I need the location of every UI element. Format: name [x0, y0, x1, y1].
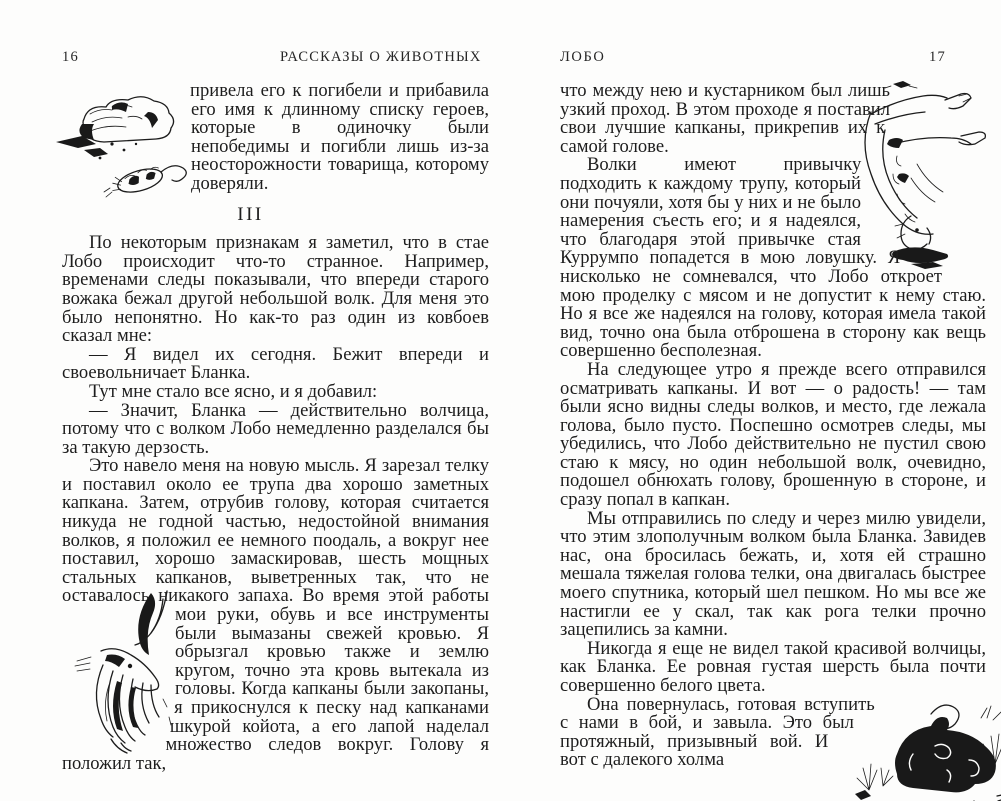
paragraph: Тут мне стало все ясно, и я добавил:: [89, 380, 378, 402]
running-title-left: РАССКАЗЫ О ЖИВОТНЫХ: [280, 49, 482, 65]
paragraph: Мы отправились по следу и через милю увидели, что этим злополучным волком была Бланка. Завидев нас, она бросилась бежать, и, хотя ей страшно мешала тяжелая голова телки, она двигалась быстрее моего спутника, который шел пешком. Но мы все же настигли ее у скал, так как рога телки прочно зацепились за камни.: [560, 507, 986, 641]
running-title-right: ЛОБО: [560, 49, 606, 65]
text-column-right: [560, 82, 986, 770]
paragraph-with-head-wrap: [560, 693, 986, 771]
paragraph: По некоторым признакам я заметил, что в стае Лобо происходит что-то странное. Например, временами следы показывали, что впереди старого вожака бежал другой небольшой волк. Для меня это было непонятно. Но как-то раз один из ковбоев сказал мне:: [62, 232, 489, 347]
paragraph-text: что между нею и кустарником был лишь узкий проход. В этом проходе я поставил свои лучшие капканы, прикрепив их к самой голове.: [560, 80, 890, 157]
running-head-left: [62, 49, 489, 66]
paragraph-dialogue: — Значит, Бланка — действительно волчица, потому что с волком Лобо немедленно разделался бы за такую дерзость.: [62, 399, 489, 458]
paragraph-dialogue: — Я видел их сегодня. Бежит впереди и своевольничает Бланка.: [62, 343, 489, 384]
stone-pile-and-dead-rat-illustration: [54, 84, 191, 198]
page-right: [560, 0, 986, 801]
page-number-right: 17: [929, 49, 946, 65]
section-heading: III: [237, 203, 264, 225]
paragraph: На следующее утро я прежде всего отправился осматривать капканы. И вот — о радость! — там были ясно видны следы волков, и место, где лежала голова, было пусто. Поспешно осмотрев следы, мы убедились, что Лобо действительно не пустил свою стаю к мясу, но один небольшой волк, очевидно, подошел обнюхать голову, брошенную в стороне, и сразу попал в капкан.: [560, 358, 986, 511]
page-number-left: 16: [62, 49, 79, 65]
paragraph-with-calf-wrap: [560, 82, 986, 156]
running-head-right: [560, 49, 986, 66]
paragraph: Никогда я еще не видел такой красивой волчицы, как Бланка. Ее ровная густая шерсть была почти совершенно белого цвета.: [560, 637, 986, 696]
paragraph-with-goat-wrap: [62, 457, 489, 773]
paragraph: Волки имеют привычку подходить к каждому трупу, который они почуяли, хотя бы у них и не было намерения съесть его; и я надеялся, что благодаря этой привычке стая Куррумпо попадется в мою ловушку. Я нисколько не сомневался, что Лобо откроет мою проделку с мясом и не допустит к нему стаю. Но я все же надеялся на голову, которая имела такой вид, точно она была отброшена в сторону как вещь совершенно бесполезная.: [560, 154, 986, 362]
paragraph-text: Она повернулась, готовая вступить с нами в бой, и завыла. Это был протяжный, призывный вой. И вот с далекого холма: [560, 693, 875, 771]
paragraph-continuation: [62, 82, 489, 194]
continuation-text: привела его к погибели и прибавила его имя к длинному списку героев, которые в одиночку были непобедимы и погибли лишь из-за неосторожности товарища, которому доверяли.: [190, 80, 489, 194]
page-left: [62, 0, 489, 773]
text-column-left: [62, 82, 489, 773]
paragraph-text: Во время этой работы мои руки, обувь и все инструменты были вымазаны свежей кровью. Я обрызгал кровью также и землю кругом, точно эта кровь вытекала из головы. Когда капканы были закопаны, я прикоснулся к песку над капканами шкурой койота, а его лапой наделал множество следов вокруг. Голову я положил так,: [62, 585, 489, 774]
paragraph-text: Это навело меня на новую мысль. Я зарезал телку и поставил около ее трупа два хорошо заметных капкана. Затем, отрубив голову, которая считается никуда не годной частью, недостойной внимания волков, я положил ее немного поодаль, а вокруг нее поставил, хорошо замаскировав, шесть мощных стальных капканов, выветренных так, что не оставалось никакого запаха.: [62, 455, 489, 607]
goat-head-illustration: [40, 589, 175, 759]
